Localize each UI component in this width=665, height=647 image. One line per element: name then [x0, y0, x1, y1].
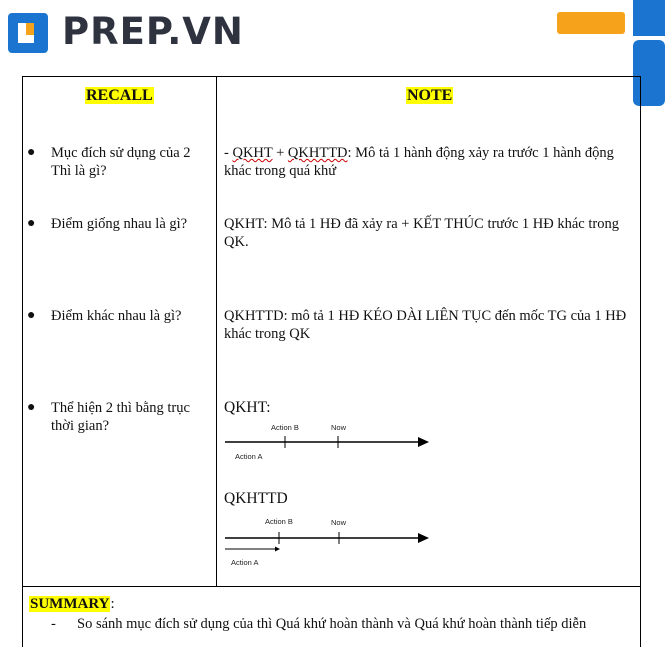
duration-arrowhead	[275, 547, 280, 552]
note-timeline-label-qkhttd: QKHTTD	[224, 490, 288, 507]
column-divider	[216, 77, 217, 586]
timeline-label-now: Now	[331, 423, 347, 432]
cornell-notes-table	[22, 76, 641, 647]
brand-logo	[6, 6, 244, 56]
timeline-label-action-b: Action B	[271, 423, 299, 432]
logo-text: PREP.VN	[62, 9, 244, 53]
recall-item: ● Thể hiện 2 thì bằng trục thời gian?	[27, 400, 190, 434]
logo-mark-icon	[6, 7, 54, 55]
timeline-arrowhead	[418, 533, 429, 543]
bullet-icon: ●	[27, 308, 36, 323]
summary-divider	[23, 586, 640, 587]
note-header: NOTE	[407, 87, 453, 104]
summary-text: So sánh mục đích sử dụng của thì Quá khứ hoàn thành và Quá khứ hoàn thành tiếp diễn	[77, 616, 587, 632]
timeline-label-now: Now	[331, 518, 347, 527]
recall-header: RECALL	[86, 87, 153, 104]
recall-item: ● Điểm khác nhau là gì?	[27, 308, 182, 324]
recall-item: ● Điểm giống nhau là gì?	[27, 216, 188, 232]
timeline-label-action-b: Action B	[265, 517, 293, 526]
timeline-label-action-a: Action A	[231, 558, 259, 567]
note-purpose: - QKHT + QKHTTD: Mô tả 1 hành động xảy ra trước 1 hành động khác trong quá khứ	[224, 145, 614, 179]
recall-item: ● Mục đích sử dụng của 2 Thì là gì?	[27, 145, 191, 179]
timeline-qkhttd	[223, 515, 435, 571]
bullet-icon: ●	[27, 145, 36, 160]
note-timeline-label-qkht: QKHT:	[224, 399, 271, 416]
bullet-icon: ●	[27, 400, 36, 415]
note-similarity: QKHT: Mô tả 1 HĐ đã xảy ra + KẾT THÚC trước 1 HĐ khác trong QK.	[224, 216, 619, 250]
timeline-arrowhead	[418, 437, 429, 447]
bullet-icon: ●	[27, 216, 36, 231]
summary-heading: SUMMARY:	[30, 596, 115, 612]
summary-bullet: -	[51, 616, 56, 632]
timeline-label-action-a: Action A	[235, 452, 263, 461]
note-difference: QKHTTD: mô tả 1 HĐ KÉO DÀI LIÊN TỤC đến mốc TG của 1 HĐ khác trong QK	[224, 308, 627, 342]
timeline-qkht	[223, 421, 435, 467]
